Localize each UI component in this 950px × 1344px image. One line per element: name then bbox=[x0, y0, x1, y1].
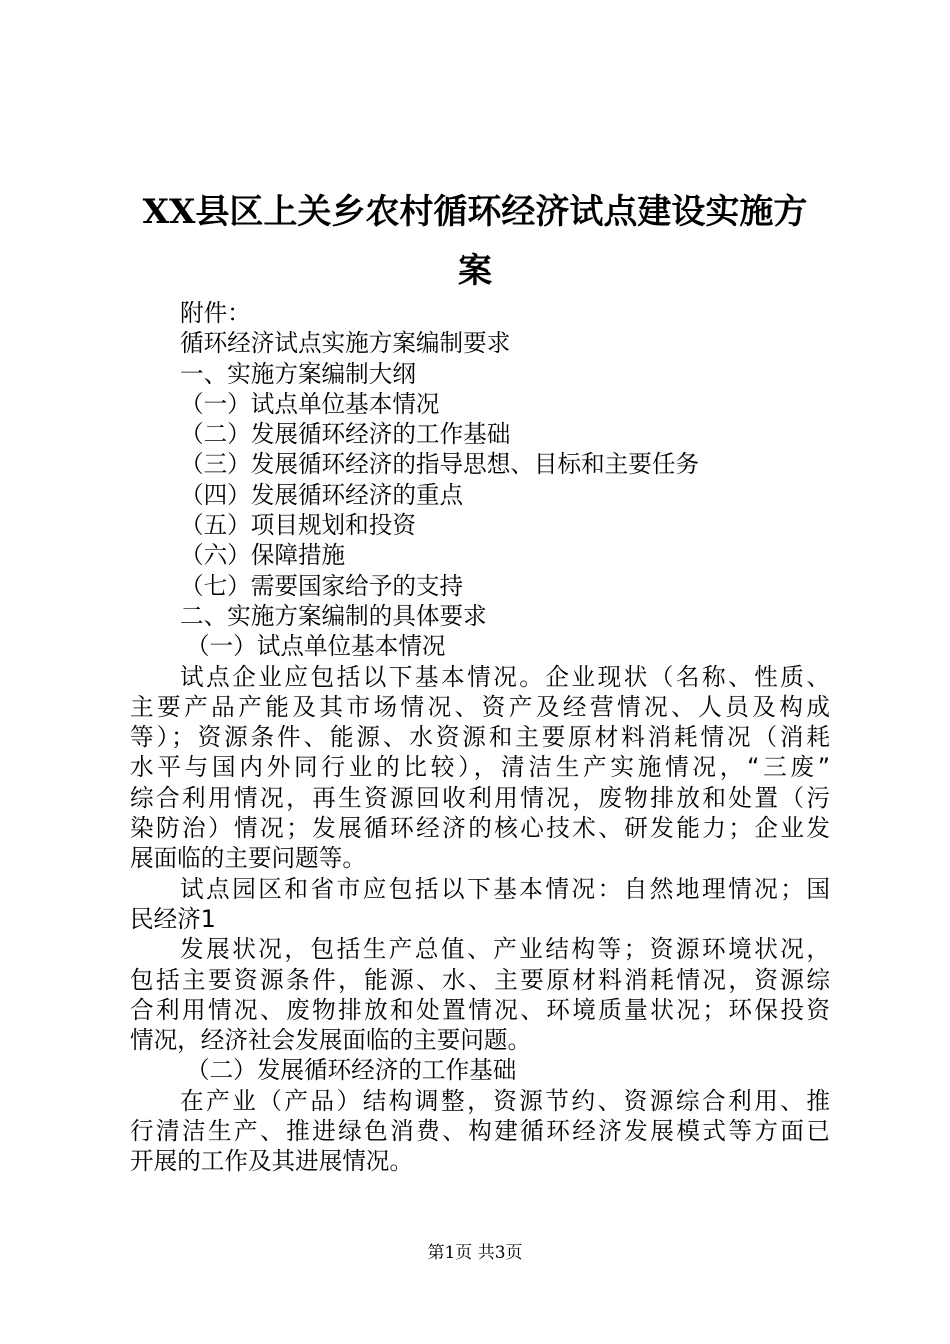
body-line: 包括主要资源条件，能源、水、主要原材料消耗情况，资源综 bbox=[130, 965, 830, 994]
body-line: （五）项目规划和投资 bbox=[180, 511, 416, 540]
body-line: 情况，经济社会发展面临的主要问题。 bbox=[130, 1026, 532, 1055]
body-line: 二、实施方案编制的具体要求 bbox=[180, 601, 487, 630]
body-line: 试点园区和省市应包括以下基本情况：自然地理情况；国 bbox=[180, 874, 830, 903]
body-line: 在产业（产品）结构调整，资源节约、资源综合利用、推 bbox=[180, 1086, 830, 1115]
body-line: 主要产品产能及其市场情况、资产及经营情况、人员及构成 bbox=[130, 692, 830, 721]
body-line: 展面临的主要问题等。 bbox=[130, 844, 366, 873]
body-line: （二）发展循环经济的工作基础 bbox=[180, 420, 511, 449]
body-line: 循环经济试点实施方案编制要求 bbox=[180, 329, 511, 358]
body-line: （四）发展循环经济的重点 bbox=[180, 480, 464, 509]
document-title-line1: XX县区上关乡农村循环经济试点建设实施方 bbox=[142, 192, 808, 232]
body-line: 民经济1 bbox=[130, 904, 216, 933]
page-footer: 第1页 共3页 bbox=[427, 1243, 523, 1263]
body-line: （三）发展循环经济的指导思想、目标和主要任务 bbox=[180, 450, 700, 479]
body-line: 等）；资源条件、能源、水资源和主要原材料消耗情况（消耗 bbox=[130, 723, 830, 752]
body-line: （七）需要国家给予的支持 bbox=[180, 571, 464, 600]
body-line: 行清洁生产、推进绿色消费、构建循环经济发展模式等方面已 bbox=[130, 1117, 830, 1146]
body-line: （一）试点单位基本情况 bbox=[186, 632, 446, 661]
body-line: 开展的工作及其进展情况。 bbox=[130, 1147, 414, 1176]
body-line: 发展状况，包括生产总值、产业结构等；资源环境状况， bbox=[180, 935, 830, 964]
body-line: 附件： bbox=[180, 299, 251, 327]
body-line: 水平与国内外同行业的比较），清洁生产实施情况，“三废” bbox=[130, 753, 830, 782]
body-line: 试点企业应包括以下基本情况。企业现状（名称、性质、 bbox=[180, 662, 830, 691]
body-line: 综合利用情况，再生资源回收利用情况，废物排放和处置（污 bbox=[130, 783, 830, 812]
body-line: （二）发展循环经济的工作基础 bbox=[186, 1056, 517, 1085]
body-line: （六）保障措施 bbox=[180, 541, 346, 570]
body-line: （一）试点单位基本情况 bbox=[180, 389, 440, 418]
body-line: 染防治）情况；发展循环经济的核心技术、研发能力；企业发 bbox=[130, 814, 830, 843]
document-body bbox=[130, 298, 830, 1177]
document-title-line2: 案 bbox=[458, 251, 492, 291]
body-line: 合利用情况、废物排放和处置情况、环境质量状况；环保投资 bbox=[130, 995, 830, 1024]
body-line: 一、实施方案编制大纲 bbox=[180, 359, 416, 388]
